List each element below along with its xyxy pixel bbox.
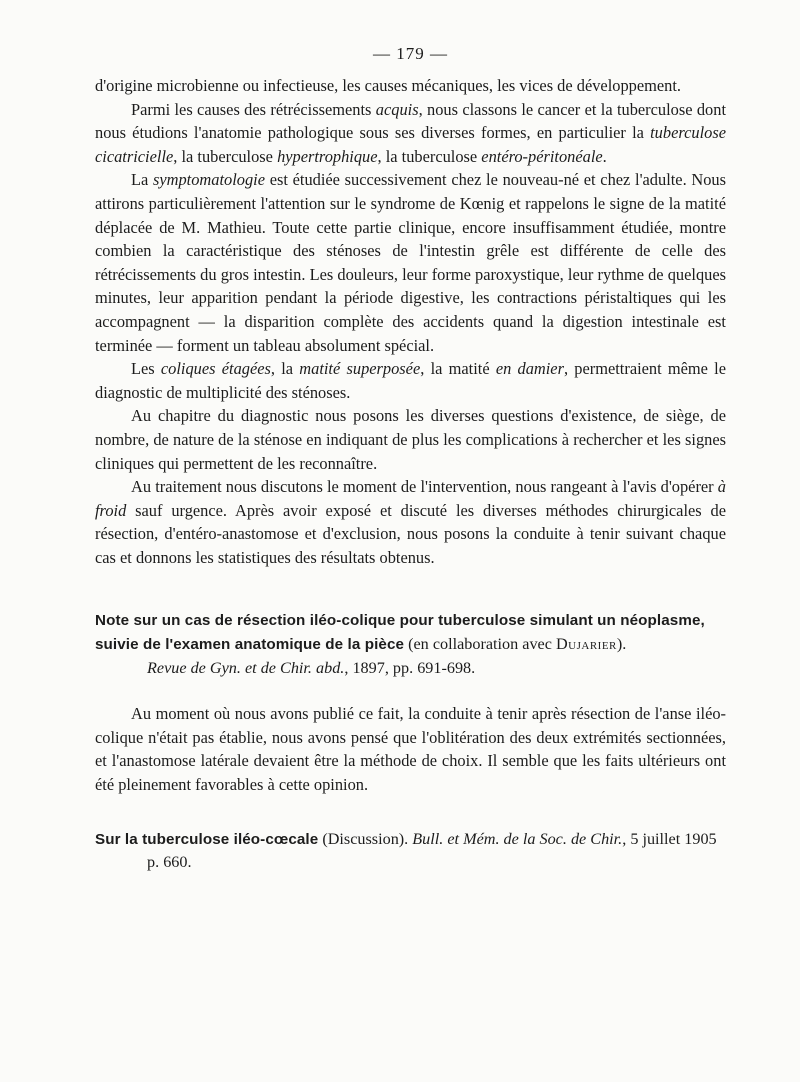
citation-pages: p. 660. [147, 853, 192, 872]
text-run: sauf urgence. Après avoir exposé et discuté les diverses méthodes chirurgicales de résection, d'entéro-anastomose et d'exclusion, nous posons la conduite à tenir suivant chaque cas et donnons les statistiques des résultats obtenus. [95, 500, 726, 567]
italic-term: en damier [495, 359, 564, 379]
paragraph-symptomatology [95, 168, 726, 357]
collaborator-name: Dujarier [555, 635, 617, 654]
citation-details: , 5 juillet 1905 [622, 829, 717, 848]
text-run: , la tuberculose [173, 146, 278, 166]
paragraph-anse [95, 702, 726, 796]
text-run: , la [270, 359, 300, 379]
italic-term: à froid [95, 477, 726, 520]
spacer [95, 680, 726, 702]
text-run: (en collaboration avec [404, 635, 556, 654]
text-run: , la tuberculose [377, 146, 482, 166]
paragraph-diagnostic [95, 404, 726, 475]
italic-term: coliques étagées [160, 359, 271, 379]
italic-term: acquis [375, 99, 419, 119]
italic-term: symptomatologie [153, 170, 265, 190]
reference-citation [95, 657, 726, 681]
reference-tuberculose [95, 828, 726, 875]
page-number: — 179 — [373, 44, 448, 63]
italic-term: hypertrophique [277, 146, 378, 166]
spacer [95, 797, 726, 828]
paragraph-text: Au chapitre du diagnostic nous posons les diverses questions d'existence, de siège, de nombre, de nature de la sténose en indiquant de plus les complications à rechercher et les signes cliniques qui permettent de les reconnaître. [95, 406, 726, 473]
spacer [95, 569, 726, 609]
text-run: , la matité [420, 359, 496, 379]
reference-title: Note sur un cas de résection iléo-colique pour tuberculose simulant un néoplasme, suivie de l'examen anatomique de la pièce [95, 612, 705, 654]
paragraph-coliques [95, 357, 726, 404]
paragraph-intro [95, 74, 726, 98]
paragraph-causes [95, 98, 726, 169]
text-run: (Discussion). [318, 829, 413, 848]
citation-details: , 1897, pp. 691-698. [344, 658, 476, 677]
italic-term: tuberculose cicatricielle [95, 123, 726, 166]
text-run: , nous classons le cancer et la tuberculose dont nous étudions l'anatomie pathologique sous ses diverses formes, en particulier la [95, 99, 727, 143]
text-run: Parmi les causes des rétrécissements [131, 99, 376, 119]
italic-term: entéro-péritonéale [481, 146, 603, 166]
paragraph-text: d'origine microbienne ou infectieuse, les causes mécaniques, les vices de développement. [95, 76, 681, 95]
italic-term: matité superposée [299, 359, 421, 379]
text-run: , permettraient même le diagnostic de multiplicité des sténoses. [95, 359, 727, 402]
paragraph-traitement [95, 475, 726, 569]
journal-name: Bull. et Mém. de la Soc. de Chir. [412, 829, 623, 848]
paragraph-text: Au moment où nous avons publié ce fait, la conduite à tenir après résection de l'anse iléo-colique n'était pas établie, nous avons pensé que l'oblitération des deux extrémités sectionnées, et l'anastomose latérale devaient être la méthode de choix. Il semble que les faits ultérieurs ont été pleinement favorables à cette opinion. [95, 704, 726, 795]
text-run: La [131, 170, 153, 190]
text-run: ). [616, 635, 627, 654]
text-run: . [602, 146, 607, 166]
text-run: est étudiée successivement chez le nouveau-né et chez l'adulte. Nous attirons particulièrement l'attention sur le syndrome de Kœnig et rappelons le signe de la matité déplacée de M. Mathieu. Toute cette partie clinique, encore insuffisamment étudiée, montre combien la caractéristique des sténoses de l'intestin grêle est différente de celle des rétrécissements du gros intestin. Les douleurs, leur forme paroxystique, leur rythme de quelques minutes, leur apparition pendant la période digestive, les contractions péristaltiques qui les accompagnent — la disparition complète des accidents quand la digestion intestinale est terminée — forment un tableau absolument spécial. [95, 170, 726, 355]
text-run: Au traitement nous discutons le moment de l'intervention, nous rangeant à l'avis d'opérer [131, 477, 718, 497]
reference-title: Sur la tuberculose iléo-cœcale [95, 830, 319, 848]
reference-resection [95, 609, 726, 680]
journal-name: Revue de Gyn. et de Chir. abd. [147, 658, 345, 677]
text-run: Les [131, 359, 161, 379]
